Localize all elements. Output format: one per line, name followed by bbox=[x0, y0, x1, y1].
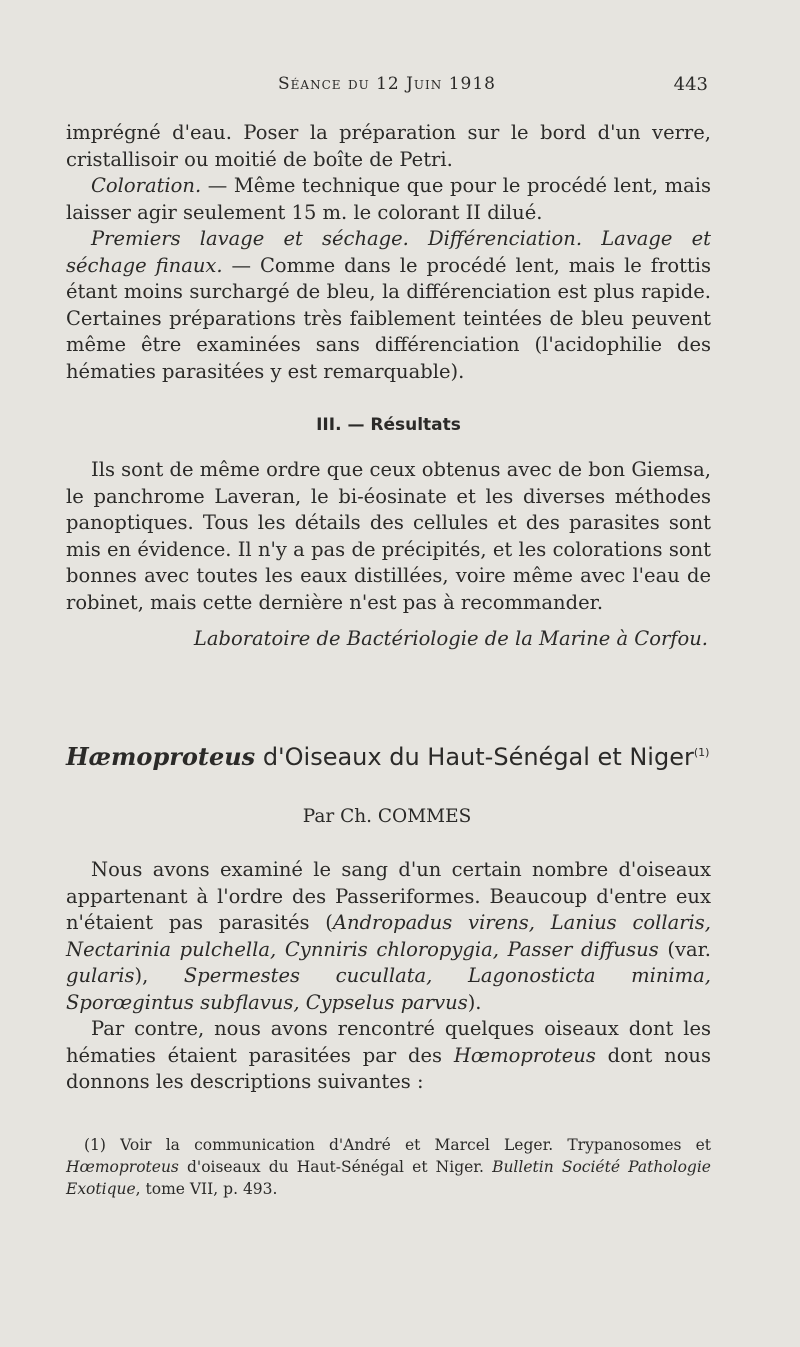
footnote-part: d'oiseaux du Haut-Sénégal et Niger. bbox=[178, 1158, 493, 1176]
footnote bbox=[66, 1134, 711, 1200]
footnote-part: , tome VII, p. 493. bbox=[135, 1180, 278, 1198]
paragraph-lavage bbox=[66, 226, 711, 385]
paragraph bbox=[66, 1016, 711, 1096]
article-body bbox=[66, 857, 711, 1096]
footnote-text bbox=[66, 1134, 711, 1200]
species-list: Andropadus virens, Lanius collaris, Nectarinia pulchella, Cynniris chloropygia, Passer diffusus bbox=[66, 911, 711, 961]
paragraph: Ils sont de même ordre que ceux obtenus avec de bon Giemsa, le panchrome Laveran, le bi-éosinate et les diverses méthodes panoptiques. Tous les détails des cellules et des parasites sont mis en évidence. Il n'y a pas de précipités, et les colorations sont bonnes avec toutes les eaux distillées, voire même avec l'eau de robinet, mais cette dernière n'est pas à recommander. bbox=[66, 458, 711, 614]
paragraph-text: — Même technique que pour le procédé lent, mais laisser agir seulement 15 m. le colorant II dilué. bbox=[66, 174, 711, 224]
journal-name: Bulletin Société Pathologie Exotique bbox=[66, 1158, 711, 1198]
section-methods-continued bbox=[66, 120, 711, 385]
genus-name: Hœmoproteus bbox=[66, 1158, 179, 1176]
paragraph-coloration bbox=[66, 173, 711, 226]
paragraph-text: ), bbox=[134, 964, 184, 987]
section-heading bbox=[66, 415, 711, 435]
paragraph-text: — Comme dans le procédé lent, mais le frottis étant moins surchargé de bleu, la différenciation est plus rapide. Certaines préparations très faiblement teintées de bleu peuvent même être examinées sans différenciation (l'acidophilie des hématies parasitées y est remarquable). bbox=[66, 253, 711, 383]
paragraph-text: Par contre, nous avons rencontré quelques oiseaux dont les hématies étaient parasitées par des bbox=[66, 1017, 711, 1067]
running-title: Séance du 12 Juin 1918 bbox=[278, 74, 496, 94]
article-title bbox=[66, 742, 726, 771]
footnote-part: (1) Voir la communication d'André et Marcel Leger. Trypanosomes et bbox=[84, 1136, 711, 1154]
run-in-heading: Premiers lavage et séchage. Différenciation. Lavage et séchage finaux. bbox=[66, 227, 711, 277]
paragraph-text: Nous avons examiné le sang d'un certain nombre d'oiseaux appartenant à l'ordre des Passeriformes. Beaucoup d'entre eux n'étaient pas parasités ( bbox=[66, 858, 711, 934]
section-title: Résultats bbox=[370, 415, 461, 435]
run-in-heading: Coloration. bbox=[91, 174, 202, 197]
section-numeral: III. — bbox=[316, 415, 371, 435]
footnote-marker: (1) bbox=[693, 746, 710, 759]
paragraph-text: ). bbox=[467, 990, 482, 1014]
signature-affiliation: Laboratoire de Bactériologie de la Marine à Corfou. bbox=[193, 627, 708, 650]
paragraph-text: imprégné d'eau. Poser la préparation sur le bord d'un verre, cristallisoir ou moitié de boîte de Petri. bbox=[66, 121, 711, 171]
paragraph bbox=[66, 857, 711, 1016]
section-results bbox=[66, 457, 711, 616]
article-title-genus: Hæmoproteus bbox=[66, 742, 256, 771]
genus-name: Hœmoproteus bbox=[453, 1043, 596, 1067]
paragraph bbox=[66, 120, 711, 173]
author-byline: Par Ch. COMMES bbox=[302, 806, 472, 827]
species-list: Spermestes cucullata, Lagonosticta minima, Sporœgintus subflavus, Cypselus parvus bbox=[66, 964, 711, 1014]
paragraph-text: dont nous donnons les descriptions suivantes : bbox=[66, 1043, 711, 1093]
page-number: 443 bbox=[673, 74, 708, 95]
paragraph-text: (var. bbox=[658, 937, 711, 961]
page-header bbox=[66, 74, 708, 104]
species-variety: gularis bbox=[66, 964, 135, 987]
article-title-rest: d'Oiseaux du Haut-Sénégal et Niger bbox=[255, 743, 694, 771]
